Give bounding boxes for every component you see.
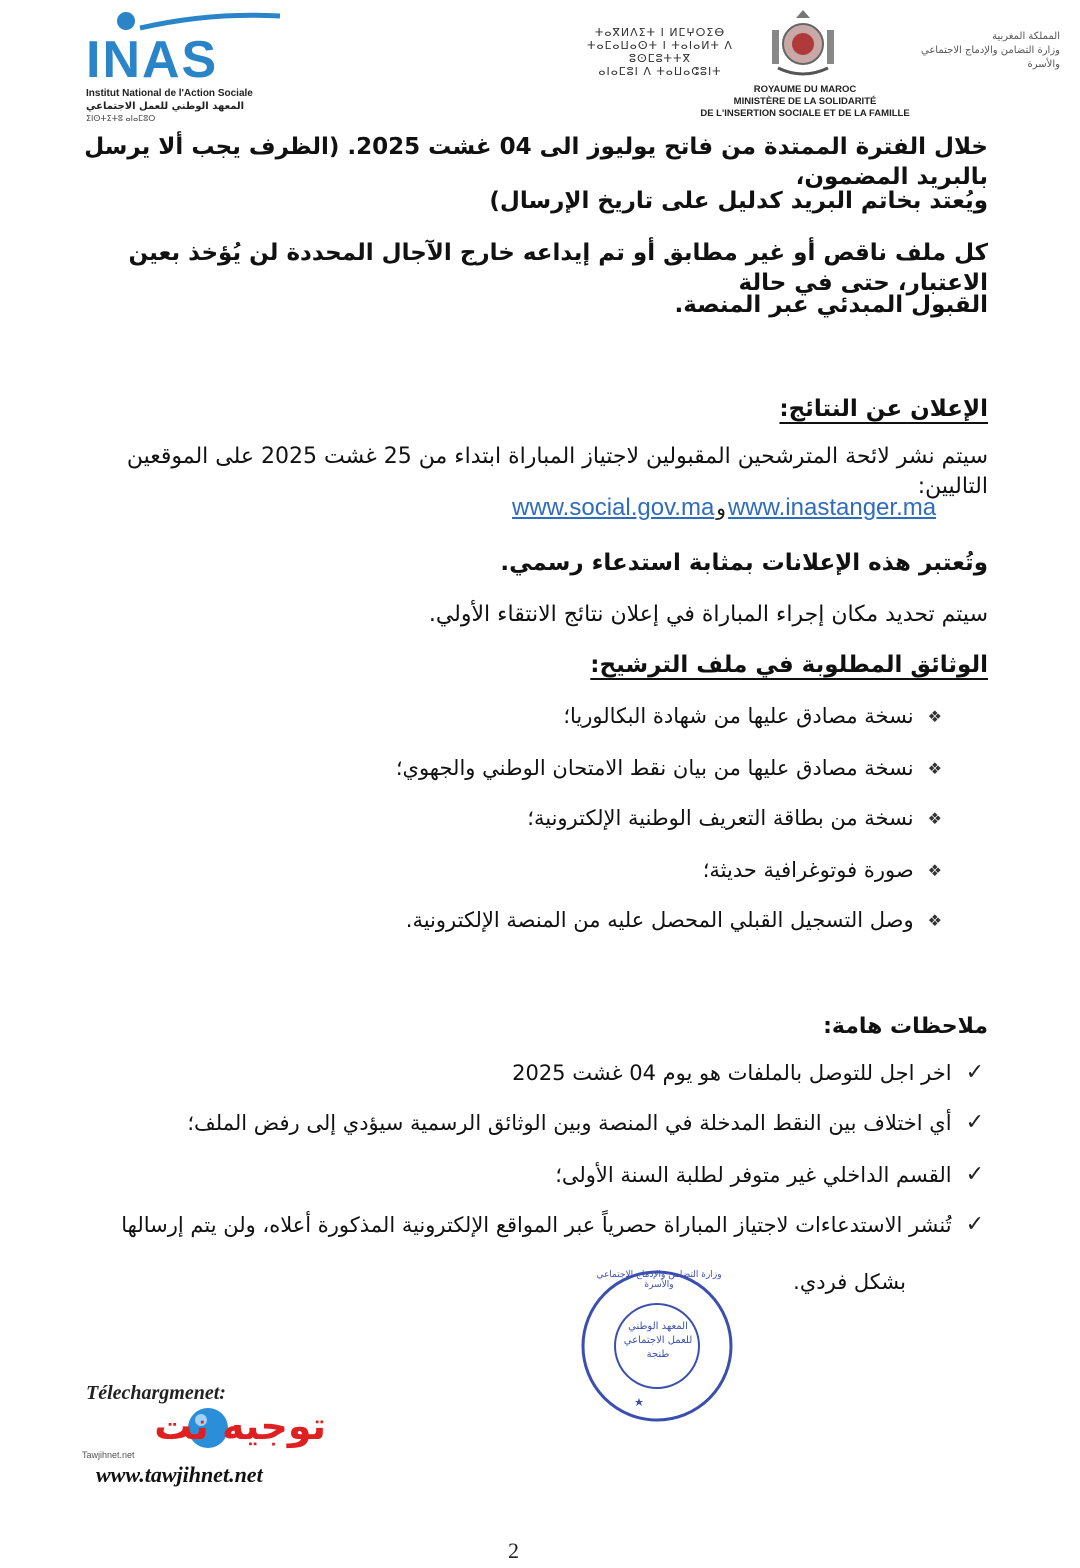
links-conjunction: و — [716, 496, 726, 520]
document-item: ❖ نسخة مصادق عليها من بيان نقط الامتحان الوطني والجهوي؛ — [395, 756, 942, 780]
brand-name: توجيه نت — [154, 1404, 326, 1448]
stamp-center-text: المعهد الوطني للعمل الاجتماعي طنجة — [623, 1321, 693, 1360]
bullet-icon: ❖ — [927, 910, 942, 930]
bullet-icon: ❖ — [927, 706, 942, 726]
ministry-french: ROYAUME DU MAROC MINISTÈRE DE LA SOLIDARITÉ DE L'INSERTION SOCIALE ET DE LA FAMILLE — [700, 84, 910, 119]
footer-website[interactable]: www.tawjihnet.net — [96, 1462, 263, 1487]
inas-tifinagh-name: ⵉⵏⵙⵜⵉⵜⵓ ⴰⵏⴰⵎⵓⵔ — [86, 114, 156, 123]
bullet-icon: ❖ — [927, 860, 942, 880]
note-item: ✓ اخر اجل للتوصل بالملفات هو يوم 04 غشت 2025 — [512, 1060, 984, 1085]
document-item: ❖ صورة فوتوغرافية حديثة؛ — [702, 858, 942, 882]
results-heading-wrap — [70, 394, 988, 424]
intro-line-2: ويُعتد بخاتم البريد كدليل على تاريخ الإرسال) — [489, 188, 988, 214]
document-item: ❖ وصل التسجيل القبلي المحصل عليه من المنصة الإلكترونية. — [405, 908, 942, 932]
checkmark-icon: ✓ — [965, 1212, 984, 1237]
intro-line-3: كل ملف ناقص أو غير مطابق أو تم إيداعه خارج الآجال المحددة لن يُؤخذ بعين الاعتبار، حتى في حالة — [128, 240, 988, 296]
checkmark-icon: ✓ — [965, 1060, 984, 1085]
results-heading: الإعلان عن النتائج: — [779, 396, 988, 422]
inas-french-name: Institut National de l'Action Sociale — [86, 88, 253, 99]
note-item: ✓ تُنشر الاستدعاءات لاجتياز المباراة حصرياً عبر المواقع الإلكترونية المذكورة أعلاه، ولن يتم إرسالها — [121, 1212, 984, 1237]
results-location: سيتم تحديد مكان إجراء المباراة في إعلان نتائج الانتقاء الأولي. — [428, 602, 988, 627]
inas-wordmark: INAS — [86, 31, 219, 89]
stamp-star-icon — [635, 1398, 643, 1406]
results-links — [512, 494, 936, 522]
brand-small: Tawjihnet.net — [82, 1450, 135, 1460]
document-item: ❖ نسخة من بطاقة التعريف الوطنية الإلكترونية؛ — [527, 806, 942, 830]
documents-heading-wrap — [70, 650, 988, 680]
results-text: سيتم نشر لائحة المترشحين المقبولين لاجتياز المباراة ابتداء من 25 غشت 2025 على الموقعين التاليين: — [126, 444, 988, 499]
intro-line-4: القبول المبدئي عبر المنصة. — [674, 292, 988, 318]
results-official: وتُعتبر هذه الإعلانات بمثابة استدعاء رسمي. — [500, 550, 988, 576]
link-inastanger[interactable]: www.inastanger.ma — [727, 494, 937, 521]
notes-heading: ملاحظات هامة: — [823, 1014, 988, 1039]
inas-logo — [80, 8, 290, 123]
bullet-icon: ❖ — [927, 758, 942, 778]
checkmark-icon: ✓ — [965, 1162, 984, 1187]
stamp-ring-text: وزارة التضامن والإدماج الاجتماعي والأسرة — [596, 1270, 722, 1290]
page-number: 2 — [508, 1538, 519, 1563]
inas-arabic-name: المعهد الوطني للعمل الاجتماعي — [86, 101, 245, 112]
link-social[interactable]: www.social.gov.ma — [512, 494, 715, 521]
document-item: ❖ نسخة مصادق عليها من شهادة البكالوريا؛ — [563, 704, 942, 728]
checkmark-icon: ✓ — [965, 1110, 984, 1135]
intro-line-1: خلال الفترة الممتدة من فاتح يوليوز الى 04 غشت 2025. (الظرف يجب ألا يرسل بالبريد المضمون، — [84, 134, 988, 190]
note-item: ✓ أي اختلاف بين النقط المدخلة في المنصة وبين الوثائق الرسمية سيؤدي إلى رفض الملف؛ — [187, 1110, 984, 1135]
royal-emblem-icon — [768, 6, 838, 82]
note-item: ✓ القسم الداخلي غير متوفر لطلبة السنة الأولى؛ — [555, 1162, 984, 1187]
documents-heading: الوثائق المطلوبة في ملف الترشيح: — [590, 652, 988, 678]
ministry-arabic: المملكة المغربية وزارة التضامن والإدماج الاجتماعي والأسرة — [920, 31, 1060, 70]
bullet-icon: ❖ — [927, 808, 942, 828]
ministry-tifinagh: ⵜⴰⴳⵍⴷⵉⵜ ⵏ ⵍⵎⵖⵔⵉⴱ ⵜⴰⵎⴰⵡⴰⵙⵜ ⵏ ⵜⴰⵏⴰⵍⵜ ⴷ ⵓⵙⵎⵓⵜⵜⴳ ⴰⵏⴰⵎⵓⵏ ⴷ ⵜⴰⵡⴰⵛⵓⵏⵜ — [587, 26, 733, 78]
download-label: Télechargmenet: — [86, 1382, 226, 1404]
tawjihnet-logo — [80, 1402, 330, 1462]
note-item-continuation: بشكل فردي. — [793, 1270, 906, 1294]
